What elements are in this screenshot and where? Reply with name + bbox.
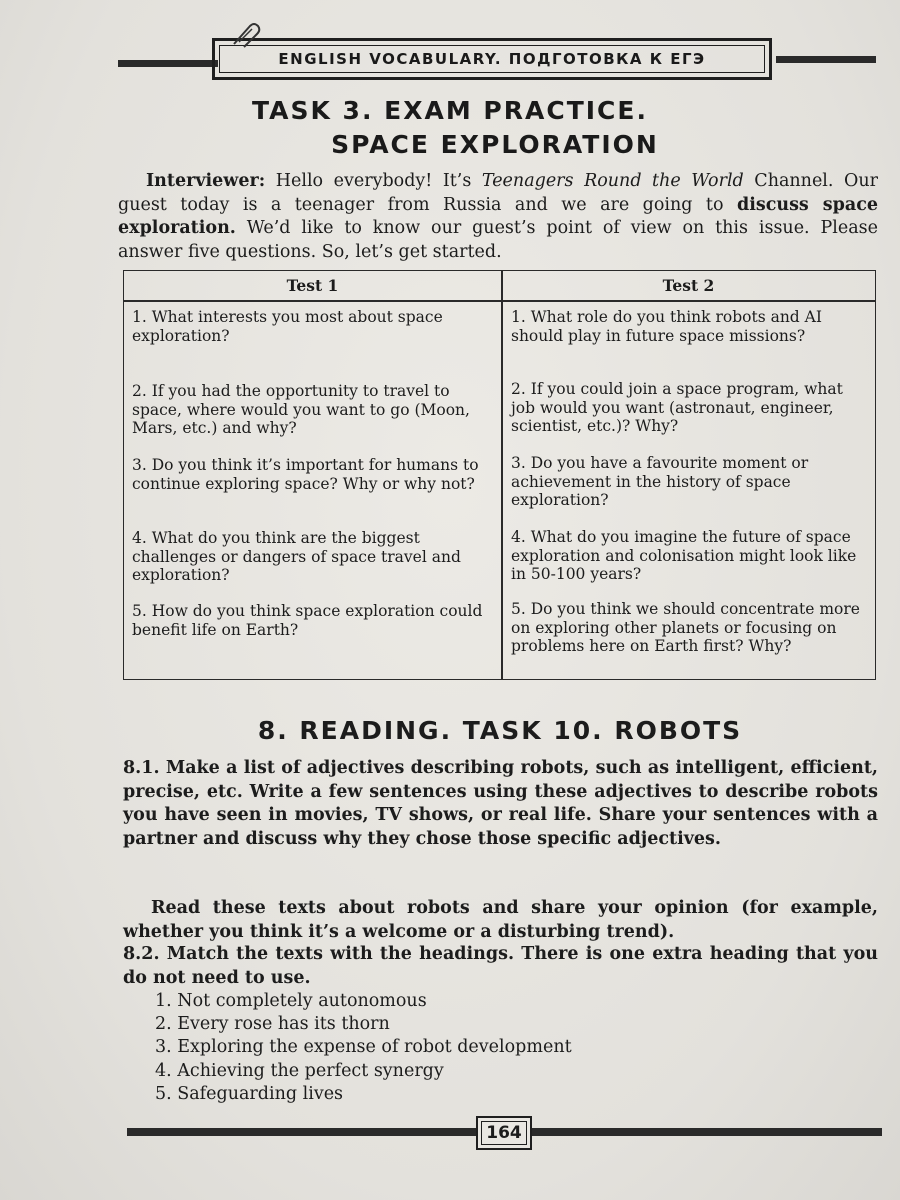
footer-rule-left xyxy=(127,1128,477,1136)
headings-list xyxy=(155,990,572,1106)
test2-question: 5. Do you think we should concentrate more on exploring other planets or focusing on problems here on Earth first? Why? xyxy=(511,600,860,655)
list-item: 3. Exploring the expense of robot development xyxy=(155,1037,572,1058)
test1-question: 3. Do you think it’s important for humans to continue exploring space? Why or why not? xyxy=(132,456,479,493)
test1-question: 5. How do you think space exploration could benefit life on Earth? xyxy=(132,602,483,639)
header-banner xyxy=(212,38,772,80)
questions-table xyxy=(123,270,876,680)
speaker-label: Interviewer: xyxy=(146,171,266,191)
test2-question: 1. What role do you think robots and AI should play in future space missions? xyxy=(511,308,822,345)
test2-question: 3. Do you have a favourite moment or achievement in the history of space exploration? xyxy=(511,454,809,509)
intro-topic: discuss space exploration. xyxy=(118,194,878,238)
reading-section-title: 8. READING. TASK 10. ROBOTS xyxy=(257,716,743,745)
page-number-box xyxy=(476,1116,532,1150)
reading-instruction: Read these texts about robots and share your opinion (for example, whether you think it’s a welcome or a disturbing trend). xyxy=(123,898,878,942)
intro-text-b: Channel. Our guest today is a teenager from Russia and we are going to xyxy=(118,171,878,215)
channel-name: Teenagers Round the World xyxy=(481,171,744,191)
intro-text-c: We’d like to know our guest’s point of view on this issue. Please answer five questions. So, let’s get started. xyxy=(118,218,878,262)
header-rule-right xyxy=(776,56,876,63)
task3-title-line2: SPACE EXPLORATION xyxy=(331,130,659,159)
test2-question: 4. What do you imagine the future of space exploration and colonisation might look like in 50-100 years? xyxy=(511,528,857,583)
column-header-test1: Test 1 xyxy=(286,276,339,295)
interviewer-intro xyxy=(118,170,878,264)
task-8-2: 8.2. Match the texts with the headings. There is one extra heading that you do not need to use. xyxy=(123,944,878,988)
task-8-1: 8.1. Make a list of adjectives describing robots, such as intelligent, efficient, precise, etc. Write a few sentences using these adjectives to describe robots you have seen in movies, TV shows, or real life. Share your sentences with a partner and discuss why they chose those specific adjectives. xyxy=(123,758,878,849)
test1-question: 1. What interests you most about space exploration? xyxy=(132,308,443,345)
header-rule-left xyxy=(118,60,218,67)
header-title: ENGLISH VOCABULARY. ПОДГОТОВКА К ЕГЭ xyxy=(278,50,706,68)
test1-question: 2. If you had the opportunity to travel to space, where would you want to go (Moon, Mars, etc.) and why? xyxy=(132,382,470,437)
list-item: 2. Every rose has its thorn xyxy=(155,1014,390,1035)
paperclip-icon xyxy=(228,20,268,50)
task3-title-line1: TASK 3. EXAM PRACTICE. xyxy=(252,96,648,125)
list-item: 4. Achieving the perfect synergy xyxy=(155,1060,444,1081)
footer-rule-right xyxy=(530,1128,882,1136)
list-item: 5. Safeguarding lives xyxy=(155,1083,344,1104)
test2-question: 2. If you could join a space program, what job would you want (astronaut, engineer, scientist, etc.)? Why? xyxy=(511,380,843,435)
list-item: 1. Not completely autonomous xyxy=(155,991,427,1011)
page-number: 164 xyxy=(486,1123,522,1143)
column-header-test2: Test 2 xyxy=(662,276,715,295)
test1-question: 4. What do you think are the biggest challenges or dangers of space travel and exploration? xyxy=(132,529,461,584)
intro-text-a: Hello everybody! It’s xyxy=(265,171,482,191)
